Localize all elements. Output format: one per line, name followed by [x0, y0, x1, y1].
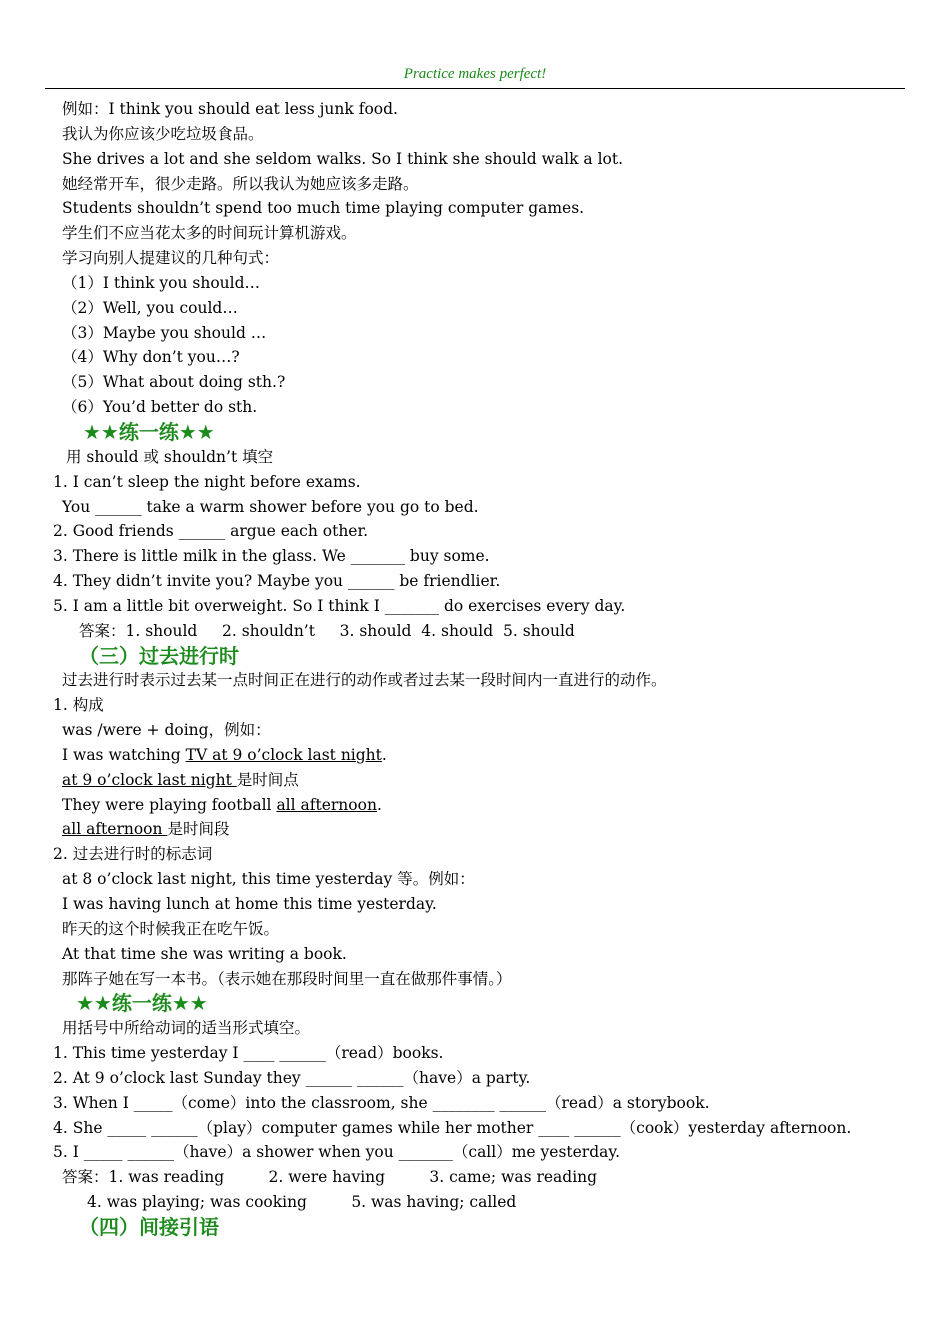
exercise-item: 4. They didn’t invite you? Maybe you ______ be friendlier.	[53, 572, 501, 591]
text-line: 那阵子她在写一本书。（表示她在那段时间里一直在做那件事情。）	[62, 969, 512, 988]
example-text: They were playing football	[62, 795, 277, 814]
exercise-item: 1. This time yesterday I ____ ______（read）books.	[53, 1044, 444, 1063]
practice-heading: ★★练一练★★	[76, 991, 208, 1016]
text-line: 我认为你应该少吃垃圾食品。	[62, 124, 264, 143]
exercise-item: 4. She _____ ______（play）computer games while her mother ____ ______（cook）yesterday afternoon.	[53, 1118, 852, 1137]
text-line: At that time she was writing a book.	[62, 944, 347, 963]
text-line: I was having lunch at home this time yesterday.	[62, 895, 437, 913]
underlined-phrase: all afternoon	[276, 795, 377, 814]
text-line: 她经常开车，很少走路。所以我认为她应该多走路。	[62, 174, 419, 193]
answer-line: 4. was playing; was cooking 5. was having; called	[87, 1193, 517, 1212]
example-text: .	[376, 795, 382, 814]
list-item: （1）I think you should…	[62, 273, 261, 292]
answer-line: 答案：1. was reading 2. were having 3. came; was reading	[62, 1168, 598, 1187]
example-text: .	[381, 745, 387, 764]
text-line: 过去进行时表示过去某一点时间正在进行的动作或者过去某一段时间内一直进行的动作。	[62, 671, 667, 690]
text-line: 昨天的这个时候我正在吃午饭。	[62, 919, 280, 938]
example-line	[53, 817, 913, 842]
text-line: 学生们不应当花太多的时间玩计算机游戏。	[62, 224, 357, 243]
underlined-phrase: at 9 o’clock last night	[62, 770, 237, 789]
example-text: 是时间点	[236, 770, 299, 789]
exercise-item: 2. Good friends ______ argue each other.	[53, 522, 369, 541]
answer-line: 答案：1. should 2. shouldn’t 3. should 4. should 5. should	[79, 621, 575, 640]
example-line	[53, 743, 913, 768]
text-line: was /were + doing，例如：	[62, 721, 271, 740]
text-line: 2. 过去进行时的标志词	[53, 845, 213, 864]
section-heading: （四）间接引语	[79, 1214, 219, 1239]
text-line: 1. 构成	[53, 696, 104, 715]
section-heading: （三）过去进行时	[79, 643, 239, 668]
exercise-item: 3. There is little milk in the glass. We _______ buy some.	[53, 547, 490, 566]
document-body	[53, 97, 913, 1240]
text-line: 例如：I think you should eat less junk food.	[62, 100, 398, 118]
text-line: at 8 o’clock last night, this time yesterday 等。例如：	[62, 870, 475, 889]
list-item: （4）Why don’t you…?	[62, 348, 240, 367]
text-line: She drives a lot and she seldom walks. So I think she should walk a lot.	[62, 149, 624, 168]
exercise-item: 5. I _____ ______（have）a shower when you _______（call）me yesterday.	[53, 1143, 621, 1162]
underlined-phrase: TV at 9 o’clock last night	[185, 745, 382, 764]
example-line	[53, 793, 913, 818]
exercise-item: 5. I am a little bit overweight. So I think I _______ do exercises every day.	[53, 596, 626, 615]
exercise-item: 2. At 9 o’clock last Sunday they ______ ______（have）a party.	[53, 1068, 531, 1087]
list-item: （6）You’d better do sth.	[62, 398, 258, 417]
list-item: （3）Maybe you should …	[62, 323, 267, 342]
list-item: （5）What about doing sth.?	[62, 373, 286, 392]
page-header	[45, 66, 905, 89]
instruction-line: 用括号中所给动词的适当形式填空。	[62, 1019, 311, 1038]
list-item: （2）Well, you could…	[62, 298, 238, 317]
example-text: 是时间段	[167, 820, 230, 839]
text-line: Students shouldn’t spend too much time playing computer games.	[62, 199, 585, 218]
example-text: I was watching	[62, 745, 186, 764]
instruction-line: 用 should 或 shouldn’t 填空	[66, 447, 274, 466]
header-motto: Practice makes perfect!	[403, 66, 547, 82]
exercise-item: 1. I can’t sleep the night before exams.	[53, 472, 361, 491]
text-line: 学习向别人提建议的几种句式：	[62, 249, 280, 268]
underlined-phrase: all afternoon	[62, 820, 168, 839]
exercise-item: 3. When I _____（come）into the classroom, she ________ ______（read）a storybook.	[53, 1093, 710, 1112]
practice-heading: ★★练一练★★	[83, 419, 215, 444]
example-line	[53, 768, 913, 793]
exercise-item: You ______ take a warm shower before you go to bed.	[62, 497, 479, 516]
